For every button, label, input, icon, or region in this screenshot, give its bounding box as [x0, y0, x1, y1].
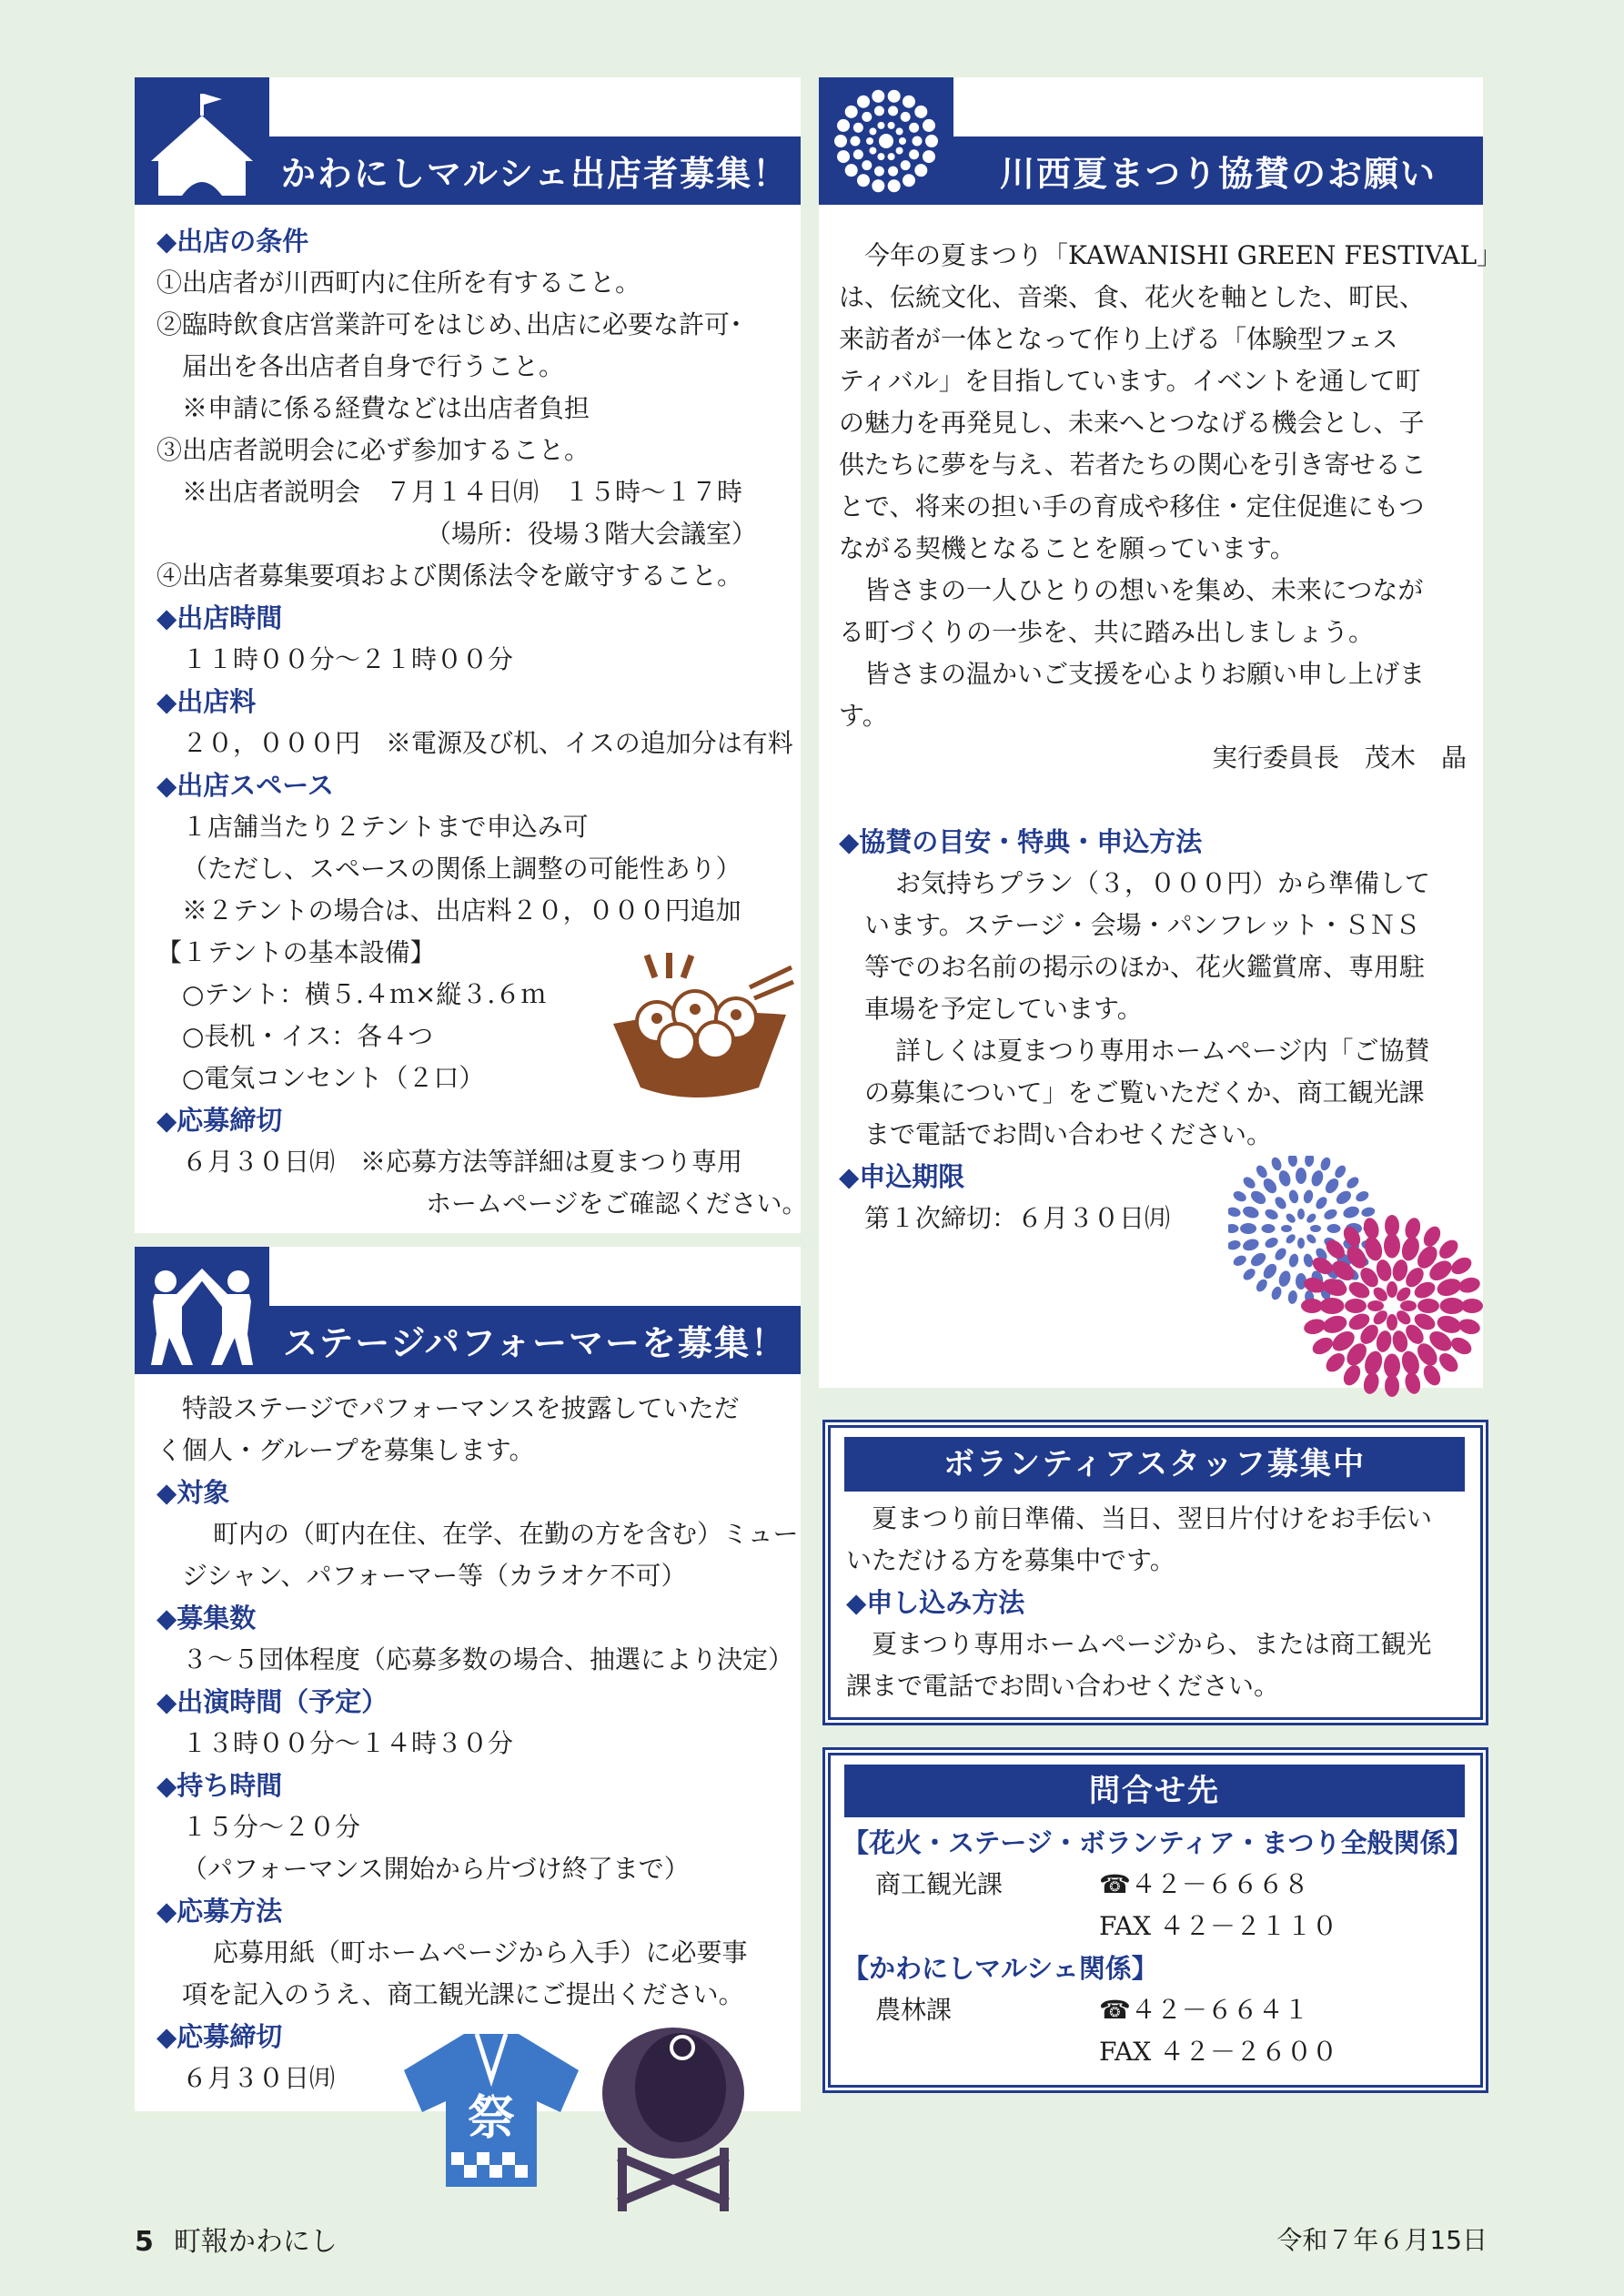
- contact-dept-1: 商工観光課: [875, 1869, 1004, 1899]
- marche-title-bar: [269, 137, 801, 205]
- marche-line: ６月３０日㈪ ※応募方法等詳細は夏まつり専用: [182, 1147, 743, 1177]
- sponsor-heading: ◆協賛の目安・特典・申込方法: [839, 826, 1203, 857]
- stage-line: ６月３０日㈪: [182, 2063, 336, 2093]
- sponsor-title-bar: [953, 137, 1483, 205]
- stage-line: １５分～２０分: [182, 1812, 361, 1842]
- marche-line: ①出店者が川西町内に住所を有すること。: [156, 268, 641, 298]
- marche-line: １店舗当たり２テントまで申込み可: [182, 812, 589, 842]
- svg-text:祭: 祭: [467, 2091, 516, 2146]
- sponsor-line: 等でのお名前の掲示のほか、花火鑑賞席、専用駐: [864, 952, 1426, 982]
- stage-heading: ◆応募締切: [156, 2021, 283, 2052]
- marche-heading: ◆出店料: [156, 686, 257, 717]
- marche-line: ④出店者募集要項および関係法令を厳守すること。: [156, 561, 743, 591]
- contact-title-bar: [844, 1765, 1465, 1817]
- volunteer-title-bar: [844, 1437, 1465, 1492]
- contact-group-marche: 【かわにしマルシェ関係】: [842, 1953, 1158, 1984]
- stage-heading: ◆応募方法: [156, 1896, 283, 1927]
- fireworks-illustration: [1228, 1156, 1483, 1401]
- taiko-drum-icon: [582, 2011, 764, 2216]
- marche-heading: ◆出店スペース: [156, 770, 334, 801]
- marche-heading: ◆応募締切: [156, 1105, 283, 1136]
- publication-name: 町報かわにし: [173, 2226, 338, 2258]
- stage-title: ステージパフォーマーを募集！: [283, 1323, 787, 1363]
- marche-line: ③出店者説明会に必ず参加すること。: [156, 435, 590, 465]
- stage-title-bar: [269, 1306, 801, 1374]
- sponsor-line: 皆さまの温かいご支援を心よりお願い申し上げま: [864, 659, 1426, 689]
- marche-line: ○テント：横５.４ｍ×縦３.６ｍ: [182, 979, 547, 1009]
- marche-line: ※申請に係る経費などは出店者負担: [182, 393, 590, 423]
- stage-heading: ◆出演時間（予定）: [156, 1686, 388, 1717]
- volunteer-line: 課まで電話でお問い合わせください。: [846, 1671, 1280, 1701]
- footer-left: [135, 2219, 338, 2259]
- volunteer-body: [846, 1498, 1474, 1707]
- marche-line: ２０，０００円 ※電源及び机、イスの追加分は有料: [182, 728, 793, 758]
- sponsor-line: 車場を予定しています。: [864, 994, 1143, 1024]
- stage-line: く個人・グループを募集します。: [156, 1435, 535, 1465]
- marche-title: かわにしマルシェ出店者募集！: [280, 154, 790, 194]
- contact-group-fireworks: 【花火・ステージ・ボランティア・まつり全般関係】: [842, 1827, 1473, 1858]
- sponsor-line: とで、将来の担い手の育成や移住・定住促進にもつ: [839, 491, 1425, 521]
- stage-line: ３～５団体程度（応募多数の場合、抽選により決定）: [182, 1644, 794, 1674]
- marche-line: ホームページをご確認ください。: [426, 1188, 808, 1219]
- marche-line: ※２テントの場合は、出店料２０，０００円追加: [182, 895, 741, 925]
- sponsor-line: 詳しくは夏まつり専用ホームページ内「ご協賛: [895, 1036, 1430, 1066]
- contact-fax-2: FAX ４２－２６００: [1099, 2037, 1338, 2067]
- stage-line: 特設ステージでパフォーマンスを披露していただ: [182, 1393, 740, 1423]
- marche-line: 届出を各出店者自身で行うこと。: [182, 351, 565, 381]
- marche-line: 【１テントの基本設備】: [156, 937, 436, 967]
- marche-line: ②臨時飲食店営業許可をはじめ､出店に必要な許可･: [156, 309, 743, 339]
- page-number: 5: [135, 2226, 154, 2258]
- sponsor-line: ながる契機となることを願っています。: [839, 533, 1296, 563]
- sponsor-heading: ◆申込期限: [839, 1161, 965, 1192]
- volunteer-heading: ◆申し込み方法: [846, 1587, 1025, 1618]
- sponsor-line: [839, 779, 1467, 821]
- firework-icon: [819, 77, 953, 205]
- sponsor-line: 第１次締切：６月３０日㈪: [864, 1203, 1171, 1233]
- stage-line: 応募用紙（町ホームページから入手）に必要事: [213, 1937, 748, 1967]
- sponsor-line: 来訪者が一体となって作り上げる「体験型フェス: [839, 324, 1398, 354]
- contact-tel-1: ☎４２－６６６８: [1099, 1869, 1309, 1899]
- performers-icon: [135, 1247, 269, 1374]
- contact-row-1: [842, 1864, 1470, 1906]
- performers-icon-box: [135, 1247, 269, 1374]
- sponsor-line: は、伝統文化、音楽、食、花火を軸とした、町民、: [839, 282, 1426, 312]
- contact-row-2-fax: [842, 2031, 1470, 2073]
- happi-coat-icon: [400, 2025, 582, 2193]
- sponsor-line: まで電話でお問い合わせください。: [864, 1119, 1273, 1149]
- stage-body: [156, 1388, 799, 2099]
- stage-line: ジシャン、パフォーマー等（カラオケ不可）: [182, 1561, 687, 1591]
- sponsor-line: す。: [839, 701, 888, 731]
- contact-title: 問合せ先: [1089, 1773, 1220, 1809]
- contact-body: [842, 1822, 1473, 2073]
- contact-row-2: [842, 1989, 1470, 2031]
- marche-line: ○電気コンセント（２口）: [182, 1063, 485, 1093]
- sponsor-line: ティバル」を目指しています。イベントを通して町: [839, 366, 1421, 396]
- stage-heading: ◆持ち時間: [156, 1770, 283, 1801]
- marche-line: （ただし、スペースの関係上調整の可能性あり）: [182, 854, 741, 884]
- contact-dept-2: 農林課: [875, 1995, 953, 2025]
- marche-heading: ◆出店の条件: [156, 226, 309, 257]
- stage-heading: ◆対象: [156, 1477, 230, 1508]
- stage-line: １３時００分～１４時３０分: [182, 1728, 514, 1758]
- stage-line: 項を記入のうえ、商工観光課にご提出ください。: [182, 1979, 744, 2009]
- volunteer-line: 夏まつり前日準備、当日、翌日片付けをお手伝い: [872, 1503, 1433, 1533]
- tent-icon-box: [135, 77, 269, 205]
- contact-fax-1: FAX ４２－２１１０: [1099, 1911, 1338, 1941]
- firework-icon-box: [819, 77, 953, 205]
- sponsor-line: の募集について」をご覧いただくか、商工観光課: [864, 1077, 1425, 1108]
- volunteer-line: 夏まつり専用ホームページから、または商工観光: [872, 1629, 1432, 1659]
- contact-row-1-fax: [842, 1906, 1470, 1947]
- sponsor-line: る町づくりの一歩を、共に踏み出しましょう。: [839, 617, 1375, 647]
- marche-heading: ◆出店時間: [156, 602, 283, 633]
- sponsor-line: 今年の夏まつり「KAWANISHI GREEN FESTIVAL」: [864, 240, 1503, 270]
- stage-heading: ◆募集数: [156, 1603, 257, 1633]
- volunteer-line: いただける方を募集中です。: [846, 1545, 1175, 1575]
- marche-line: ○長机・イス：各４つ: [182, 1021, 434, 1051]
- sponsor-line: います。ステージ・会場・パンフレット・ＳＮＳ: [864, 910, 1421, 940]
- takoyaki-icon: [604, 951, 795, 1106]
- sponsor-line: の魅力を再発見し、未来へとつなげる機会とし、子: [839, 408, 1425, 438]
- sponsor-line: 皆さまの一人ひとりの想いを集め、未来につなが: [864, 575, 1424, 605]
- marche-line: （場所：役場３階大会議室）: [426, 519, 758, 549]
- tent-icon: [135, 77, 269, 205]
- stage-line: 町内の（町内在住、在学、在勤の方を含む）ミュー: [213, 1519, 799, 1549]
- sponsor-line: 供たちに夢を与え、若者たちの関心を引き寄せるこ: [839, 450, 1427, 480]
- marche-line: ※出店者説明会 ７月１４日㈪ １５時～１７時: [182, 477, 743, 507]
- sponsor-line: お気持ちプラン（３，０００円）から準備して: [895, 868, 1431, 898]
- footer-date: 令和７年６月15日: [1276, 2225, 1488, 2255]
- sponsor-body: [839, 235, 1503, 1239]
- stage-line: （パフォーマンス開始から片づけ終了まで）: [182, 1854, 690, 1884]
- volunteer-title: ボランティアスタッフ募集中: [943, 1446, 1366, 1482]
- marche-line: １１時００分～２１時００分: [182, 644, 514, 674]
- sponsor-line: 実行委員長 茂木 晶: [1211, 743, 1467, 773]
- sponsor-title: 川西夏まつり協賛のお願い: [999, 154, 1437, 194]
- contact-tel-2: ☎４２－６６４１: [1099, 1995, 1309, 2025]
